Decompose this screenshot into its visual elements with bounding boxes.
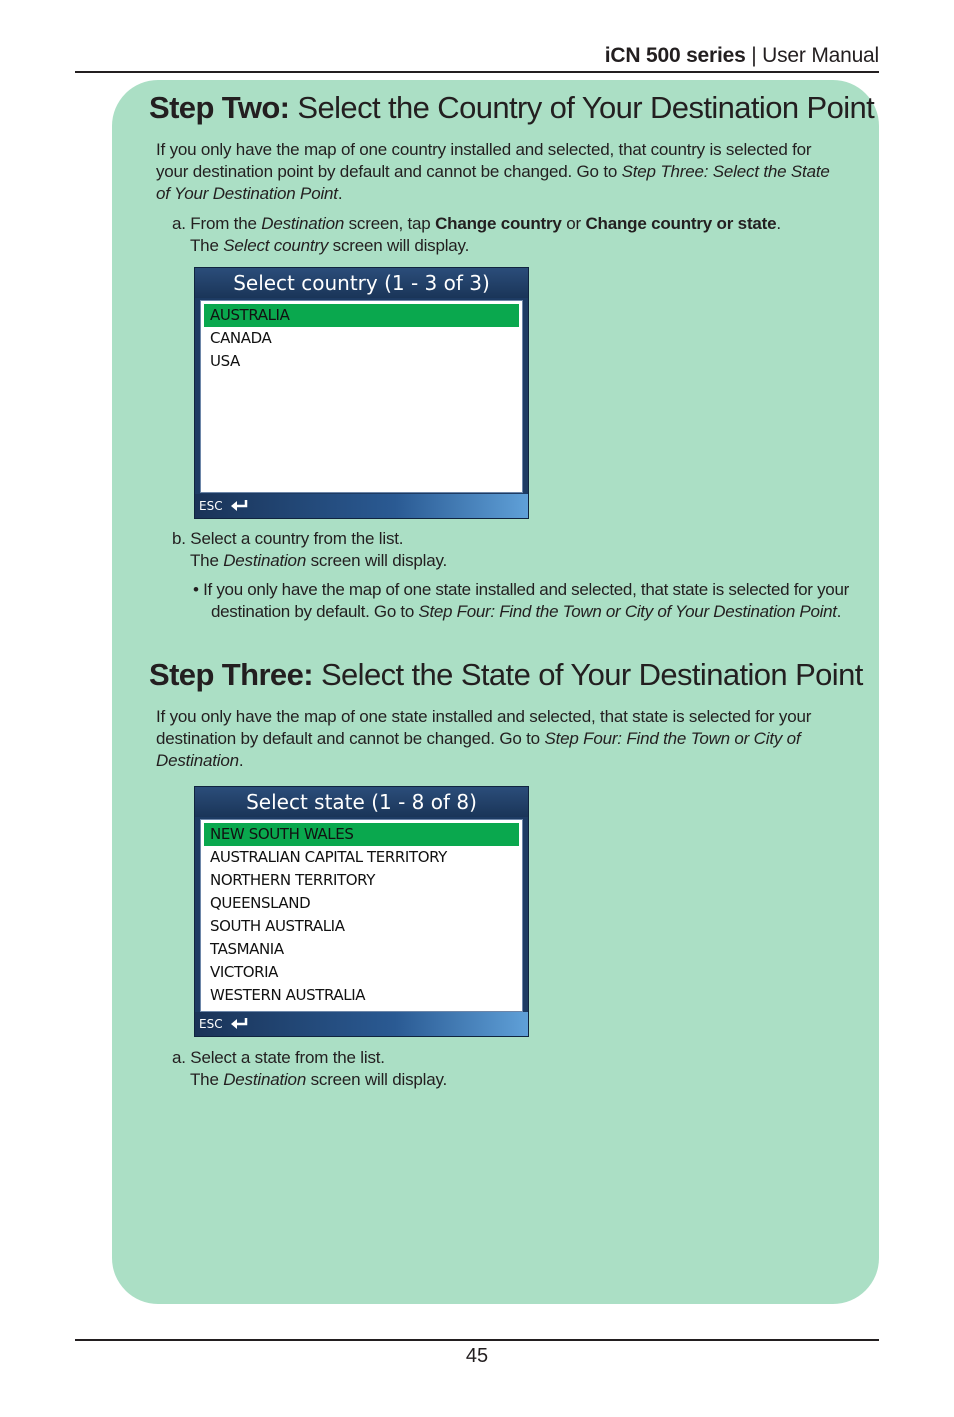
step-two-title: Select the Country of Your Destination Point <box>297 90 875 125</box>
step-four-reference: Step Four: Find the Town or City of <box>544 729 801 748</box>
select-country-term: Select country <box>223 236 329 255</box>
intro-end: . <box>337 184 343 203</box>
change-country-state-term: Change country or state <box>585 214 777 233</box>
running-header <box>75 42 879 70</box>
step-three-reference: Step Three: Select the State <box>621 162 830 181</box>
state-item-tasmania[interactable]: TASMANIA <box>210 940 284 958</box>
state-item-western-australia[interactable]: WESTERN AUSTRALIA <box>210 986 366 1004</box>
intro-line: If you only have the map of one state installed and selected, that state is selected for your <box>156 707 812 726</box>
instruction-line <box>172 213 878 235</box>
step-three-intro <box>156 706 878 772</box>
bullet-line: • If you only have the map of one state installed and selected, that state is selected for your <box>193 580 849 599</box>
result-text: screen will display. <box>328 236 470 255</box>
step-three-reference-cont: of Your Destination Point <box>156 184 338 203</box>
screen-footer <box>195 494 528 518</box>
screen-footer <box>195 1012 528 1036</box>
destination-term: Destination <box>223 551 307 570</box>
product-name: iCN 500 series <box>604 44 746 67</box>
page-number: 45 <box>465 1345 489 1367</box>
intro-line <box>156 750 878 772</box>
intro-end: . <box>238 751 244 770</box>
country-item-canada[interactable]: CANADA <box>210 329 272 347</box>
state-list <box>200 819 523 1012</box>
intro-text: destination by default and cannot be changed. Go to <box>156 729 545 748</box>
instruction-text: a. From the <box>172 214 262 233</box>
esc-label[interactable]: ESC <box>199 499 223 513</box>
result-text: screen will display. <box>306 1070 448 1089</box>
intro-line <box>156 183 878 205</box>
step-two-heading <box>149 89 874 127</box>
manual-name: User Manual <box>762 44 879 67</box>
country-item-australia[interactable]: AUSTRALIA <box>204 304 519 327</box>
state-item-south-australia[interactable]: SOUTH AUSTRALIA <box>210 917 345 935</box>
intro-line: If you only have the map of one country installed and selected, that country is selected for <box>156 140 812 159</box>
esc-label[interactable]: ESC <box>199 1017 223 1031</box>
step-three-heading <box>149 656 863 694</box>
footer-rule <box>75 1339 879 1341</box>
step-four-reference: Step Four: Find the Town or City of Your Destination Point <box>418 602 837 621</box>
state-item-victoria[interactable]: VICTORIA <box>210 963 279 981</box>
result-text: The <box>190 1070 224 1089</box>
step-four-reference-cont: Destination <box>156 751 239 770</box>
header-separator: | <box>751 44 757 67</box>
country-list <box>200 300 523 493</box>
step-three-title: Select the State of Your Destination Point <box>320 657 863 692</box>
state-note-bullet <box>193 579 883 623</box>
destination-term: Destination <box>223 1070 307 1089</box>
instruction-text: or <box>561 214 586 233</box>
step-two-instruction-b <box>172 528 878 572</box>
instruction-result <box>172 550 878 572</box>
country-item-usa[interactable]: USA <box>210 352 240 370</box>
intro-line <box>156 728 878 750</box>
state-item-new-south-wales[interactable]: NEW SOUTH WALES <box>204 823 519 846</box>
select-state-screen <box>194 786 529 1037</box>
state-item-queensland[interactable]: QUEENSLAND <box>210 894 311 912</box>
screen-title: Select country (1 - 3 of 3) <box>195 268 528 298</box>
state-item-act[interactable]: AUSTRALIAN CAPITAL TERRITORY <box>210 848 447 866</box>
bullet-text: destination by default. Go to <box>211 602 419 621</box>
intro-text: your destination point by default and cannot be changed. Go to <box>156 162 622 181</box>
instruction-line: a. Select a state from the list. <box>172 1048 385 1067</box>
result-text: The <box>190 551 224 570</box>
step-two-label: Step Two: <box>149 90 290 125</box>
result-text: screen will display. <box>306 551 448 570</box>
back-arrow-icon[interactable] <box>230 498 248 512</box>
step-two-intro <box>156 139 878 205</box>
destination-term: Destination <box>261 214 345 233</box>
instruction-result <box>172 235 878 257</box>
header-rule <box>75 71 879 73</box>
back-arrow-icon[interactable] <box>230 1016 248 1030</box>
instruction-text: screen, tap <box>344 214 436 233</box>
bullet-line <box>193 601 883 623</box>
intro-line <box>156 161 878 183</box>
step-two-instruction-a <box>172 213 878 257</box>
instruction-line: b. Select a country from the list. <box>172 529 404 548</box>
select-country-screen <box>194 267 529 519</box>
step-three-instruction-a <box>172 1047 878 1091</box>
change-country-term: Change country <box>435 214 562 233</box>
instruction-result <box>172 1069 878 1091</box>
step-three-label: Step Three: <box>149 657 313 692</box>
instruction-text: . <box>776 214 781 233</box>
result-text: The <box>190 236 224 255</box>
bullet-text: . <box>836 602 842 621</box>
state-item-northern-territory[interactable]: NORTHERN TERRITORY <box>210 871 375 889</box>
screen-title: Select state (1 - 8 of 8) <box>195 787 528 817</box>
